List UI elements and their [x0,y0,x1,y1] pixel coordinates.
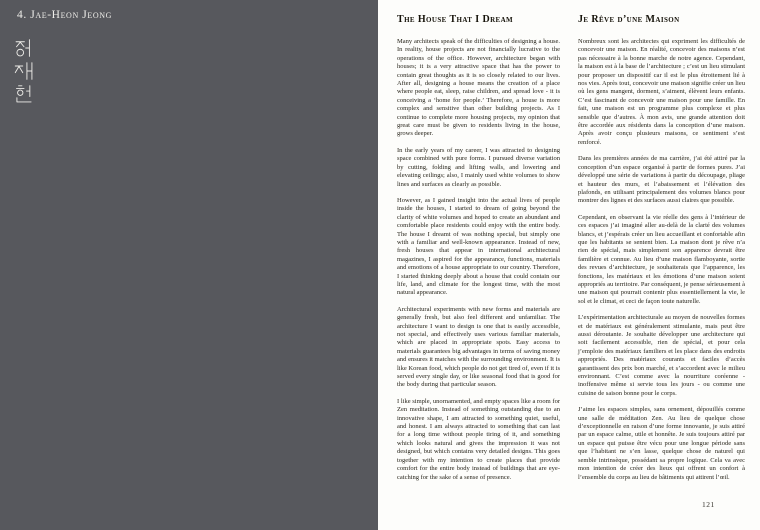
hangul-jae-glyph-icon [14,61,34,81]
french-paragraph: L’expérimentation architecturale au moyen de nouvelles formes et de matériaux est généralement stimulante, mais peut être aussi déroutante. Je souhaite développer une architecture qui soit facilement accessible, rien de spécial, et pour cela j’emploie des matériaux familiers et les place dans des endroits appropriés. Des matériaux courants et faciles d’accès garantissent des prix bon marché, et s’accordent avec le milieu environnant. C’est comme avec la nourriture coréenne - inoffensive même si servie tous les jours - ou comme une cuisine de saison bonne pour le corps. [578,314,745,397]
french-paragraph: Cependant, en observant la vie réelle des gens à l’intérieur de ces espaces j’ai imaginé aller au-delà de la clarté des volumes blancs, et j’espérais créer un lieu accueillant et confortable afin que les habitants se sentent bien. La maison dont je rêve n’a rien de spécial, mais simplement son apparence devrait être familière et connue. Au lieu d’une maison flamboyante, sortie des revues d’architecture, je souhaiterais que l’apparence, les fonctions, les matériaux et les émotions d’une maison soient appropriés au territoire. Par conséquent, je pense sérieusement à une maison qui pourrait contenir plus essentiellement la vie, le sol et le climat, et ceci de façon toute naturelle. [578,213,745,305]
chapter-sidebar [0,0,378,530]
english-heading: The House That I Dream [397,14,514,25]
french-heading: Je Rêve d’une Maison [578,14,680,25]
author-name-korean [14,38,34,104]
english-paragraph: In the early years of my career, I was attracted to designing space combined with pure forms. I pursued diverse variation by cutting, folding and lifting walls, and lowering and elevating ceilings; also, I mainly used white volumes to show lines and surfaces as clearly as possible. [397,146,560,188]
english-paragraph: I like simple, unornamented, and empty spaces like a room for Zen meditation. Instead of something outstanding due to an innovative shape, I am attracted to something quiet, useful, and honest. I am always attracted to something that can last for a long time without people tiring of it, and something which looks natural and gives the impression it was not designed, but which contains very detailed designs. This goes together with my intention to create places that provide comfort for the entire body instead of buildings that are eye-catching for the sake of a sense of presence. [397,397,560,481]
french-text-column [578,14,745,490]
english-paragraph: However, as I gained insight into the actual lives of people inside the houses, I started to dream of going beyond the clarity of white volumes and hoped to create an abundant and comfortable place residents could enjoy with the entire body. The house I dreamt of was nothing special, but simply one with a familiar and well-known appearance. Instead of new, fresh houses that appear in international architectural magazines, I aspired for the appearance, functions, materials and emotions of a house appropriate to our country. Therefore, I started thinking deeply about a house that could contain our life, land, and climate for the longest time, with the most natural appearance. [397,196,560,297]
english-paragraph: Architectural experiments with new forms and materials are generally fresh, but also feel different and unfamiliar. The architecture I want to design is one that is easily accessible, not special, and effectively uses various familiar materials, which are placed in appropriate spots. Easy access to materials guarantees big advantages in terms of saving money and ensures it matches with the surrounding environment. It is like Korean food, which people do not get tired of, even if it is served every single day, or like seasonal food that is good for the body during that particular season. [397,305,560,389]
english-paragraph: Many architects speak of the difficulties of designing a house. In reality, house projects are not financially lucrative to the operations of the office. However, architecture began with houses; it is a very attractive space that has the power to contain great thoughts as it is so closely related to our lives. After all, designing a house means the creation of a place where people eat, sleep, raise children, and spread love - it is conceiving a ‘home for people.’ Therefore, a house is more complex and sensitive than other building projects. As I continue to complete more housing projects, my opinion that great care must be given to residents living in the house, grows deeper. [397,38,560,138]
french-paragraph: Nombreux sont les architectes qui expriment les difficultés de concevoir une maison. En réalité, concevoir des maisons n’est pas nécessaire à la bonne marche de notre agence. Cependant, la maison est à la base de l’architecture ; c’est un lieu stimulant pour proposer un dispositif car il est le plus étroitement lié à nos vies. Après tout, concevoir une maison signifie créer un lieu où les gens mangent, dorment, s’aiment, élèvent leurs enfants. C’est fascinant de concevoir une maison pour une famille. En fait, une maison est un programme plus complexe et plus sensible que d’autres. À mon avis, une grande attention doit être accordée aux résidents dans la conception d’une maison. Après avoir conçu plusieurs maisons, ce sentiment s’est renforcé. [578,38,745,146]
page-number: 121 [702,500,715,509]
hangul-heon-glyph-icon [14,84,34,104]
hangul-jeong-glyph-icon [14,38,34,58]
french-paragraph: Dans les premières années de ma carrière, j’ai été attiré par la conception d’un espace organisé à partir de formes pures. J’ai développé une série de variations à partir du découpage, pliage et hauteur des murs, et l’abaissement et l’élévation des plafonds, en utilisant principalement des volumes blancs pour montrer des lignes et des surfaces aussi claires que possible. [578,155,745,205]
french-paragraph: J’aime les espaces simples, sans ornement, dépouillés comme une salle de méditation Zen. Au lieu de quelque chose d’exceptionnelle en raison d’une forme innovante, je suis attiré par un espace calme, utile et honnête. Je suis toujours attiré par un espace qui puisse être vécu pour une longue période sans que l’habitant ne s’en lasse, quelque chose de naturel qui semble intrinsèque, possédant sa propre logique. Cela va avec mon intention de créer des lieux qui offrent un confort à l’ensemble du corps au lieu de bâtiments qui attirent l’œil. [578,406,745,481]
chapter-title: 4. Jae-Heon Jeong [17,9,112,21]
english-text-column [397,14,560,490]
